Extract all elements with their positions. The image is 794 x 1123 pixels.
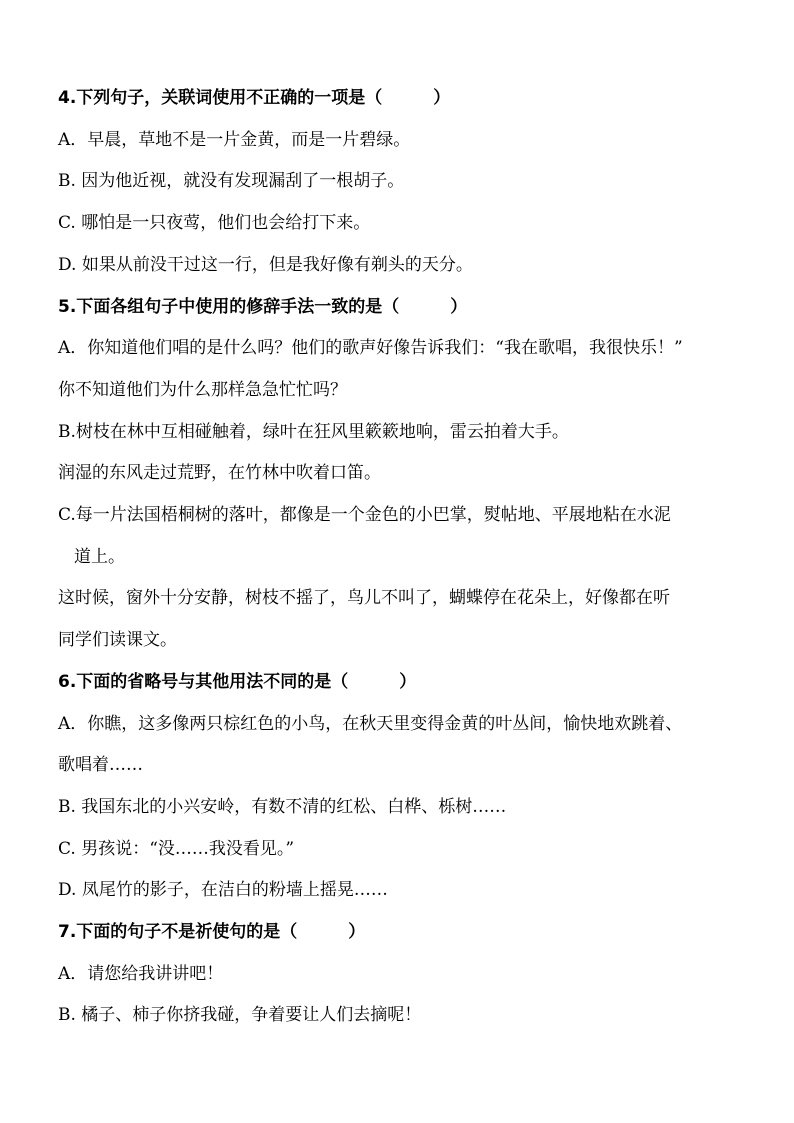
- worksheet-page: [58, 78, 748, 1037]
- question-5-option-c-line-1: C.每一片法国梧桐树的落叶，都像是一个金色的小巴掌，熨帖地、平展地粘在水泥: [58, 505, 671, 526]
- question-6-option-c: C. 男孩说：“没……我没看见。”: [58, 838, 295, 859]
- question-4-title: 4.下列句子，关联词使用不正确的一项是（ ）: [58, 88, 451, 108]
- question-4-option-a: A．早晨，草地不是一片金黄，而是一片碧绿。: [58, 129, 411, 150]
- question-5-option-b-line-2: 润湿的东风走过荒野，在竹林中吹着口笛。: [58, 463, 381, 484]
- question-5-option-c-line-3: 这时候，窗外十分安静，树枝不摇了，鸟儿不叫了，蝴蝶停在花朵上，好像都在听: [58, 588, 670, 609]
- question-7-title: 7.下面的句子不是祈使句的是（ ）: [58, 922, 366, 943]
- question-4-option-d: D. 如果从前没干过这一行，但是我好像有剃头的天分。: [58, 254, 473, 275]
- question-5-title: 5.下面各组句子中使用的修辞手法一致的是（ ）: [58, 296, 468, 317]
- question-6-option-a-line-1: A．你瞧，这多像两只棕红色的小鸟，在秋天里变得金黄的叶丛间，愉快地欢跳着、: [58, 713, 683, 734]
- question-6-option-d: D. 凤尾竹的影子，在洁白的粉墙上摇晃……: [58, 880, 388, 901]
- question-5-option-c-line-4: 同学们读课文。: [58, 630, 177, 651]
- question-5-option-b-line-1: B.树枝在林中互相碰触着，绿叶在狂风里簌簌地响，雷云拍着大手。: [58, 421, 569, 442]
- question-6-option-b: B. 我国东北的小兴安岭，有数不清的红松、白桦、栎树……: [58, 796, 507, 817]
- question-5-option-a-line-1: A．你知道他们唱的是什么吗？他们的歌声好像告诉我们：“我在歌唱，我很快乐！”: [58, 338, 683, 359]
- question-7-option-a: A．请您给我讲讲吧！: [58, 963, 224, 984]
- question-6-option-a-line-2: 歌唱着……: [58, 755, 143, 776]
- question-6-title: 6.下面的省略号与其他用法不同的是（ ）: [58, 671, 417, 692]
- question-5-option-c-line-2: 道上。: [74, 546, 125, 567]
- question-4-option-b: B. 因为他近视，就没有发现漏刮了一根胡子。: [58, 171, 405, 192]
- question-5-option-a-line-2: 你不知道他们为什么那样急急忙忙吗？: [58, 379, 347, 400]
- question-4-option-c: C. 哪怕是一只夜莺，他们也会给打下来。: [58, 213, 371, 234]
- question-7-option-b: B. 橘子、柿子你挤我碰，争着要让人们去摘呢！: [58, 1005, 422, 1026]
